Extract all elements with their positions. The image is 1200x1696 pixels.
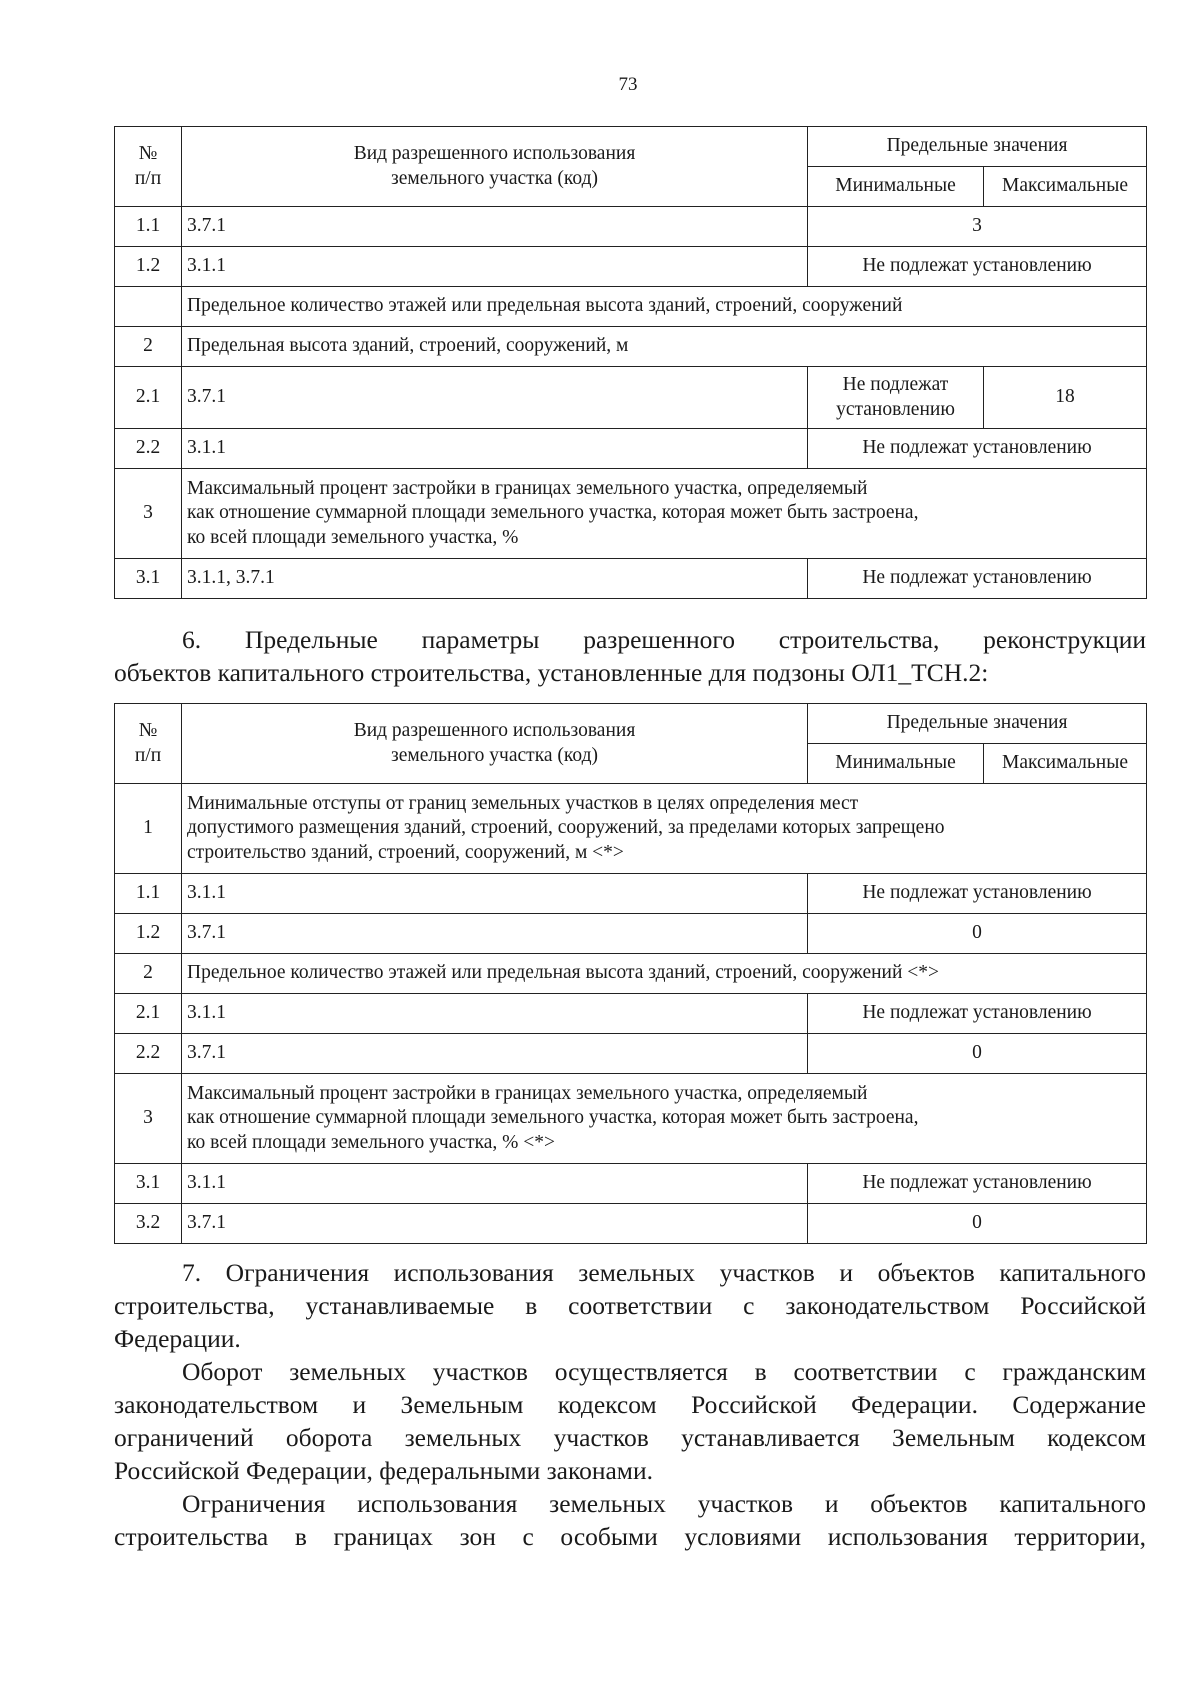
row-code: 3.1.1	[182, 247, 808, 287]
row-num: 3.2	[115, 1204, 182, 1244]
paragraph-line: ограничений оборота земельных участков устанавливается Земельным кодексом	[114, 1423, 1146, 1452]
row-value: Не подлежат установлению	[808, 247, 1147, 287]
row-num: 2.2	[115, 1034, 182, 1074]
page-number: 73	[618, 74, 638, 95]
paragraph-line: объектов капитального строительства, установленные для подзоны ОЛ1_ТСН.2:	[114, 658, 989, 687]
table-row	[115, 1204, 1147, 1244]
row-num: 1.1	[115, 874, 182, 914]
row-value: 0	[808, 1204, 1147, 1244]
paragraph-8	[114, 1355, 1146, 1487]
row-num: 3	[115, 1074, 182, 1164]
header-limits: Предельные значения	[808, 127, 1147, 167]
paragraph-line: 7. Ограничения использования земельных участков и объектов капитального	[182, 1258, 1146, 1287]
paragraph-line: строительства в границах зон с особыми условиями использования территории,	[114, 1522, 1146, 1551]
row-value: 0	[808, 914, 1147, 954]
paragraph-line: Ограничения использования земельных участков и объектов капитального	[182, 1489, 1146, 1518]
row-value: Не подлежат установлению	[808, 1164, 1147, 1204]
table-header-row	[115, 127, 1147, 167]
paragraph-line: Федерации.	[114, 1324, 241, 1353]
paragraph-7	[114, 1256, 1146, 1355]
row-num: 2.1	[115, 994, 182, 1034]
limits-table-2	[114, 703, 1147, 1244]
row-num: 1.2	[115, 247, 182, 287]
table-row	[115, 207, 1147, 247]
row-value: Не подлежат установлению	[808, 559, 1147, 599]
header-num: № п/п	[115, 127, 182, 207]
row-code: 3.1.1	[182, 994, 808, 1034]
header-type: Вид разрешенного использования земельного участка (код)	[182, 704, 808, 784]
row-section-text: Минимальные отступы от границ земельных участков в целях определения мест допустимого размещения зданий, строений, сооружений, за пределами которых запрещено строительство зданий, строений, сооружений, м <*>	[182, 784, 1147, 874]
row-min: Не подлежат установлению	[808, 367, 984, 429]
header-max: Максимальные	[984, 167, 1147, 207]
paragraph-line: Российской Федерации, федеральными законами.	[114, 1456, 653, 1485]
row-num: 3.1	[115, 559, 182, 599]
row-value: 3	[808, 207, 1147, 247]
row-section-text: Предельное количество этажей или предельная высота зданий, строений, сооружений <*>	[182, 954, 1147, 994]
row-code: 3.1.1, 3.7.1	[182, 559, 808, 599]
row-value: Не подлежат установлению	[808, 994, 1147, 1034]
row-max: 18	[984, 367, 1147, 429]
limits-table-1	[114, 126, 1147, 599]
row-code: 3.7.1	[182, 914, 808, 954]
paragraph-9	[114, 1487, 1146, 1553]
table-row	[115, 469, 1147, 559]
row-num: 1	[115, 784, 182, 874]
table-row	[115, 327, 1147, 367]
row-num: 3	[115, 469, 182, 559]
row-code: 3.1.1	[182, 874, 808, 914]
paragraph-line: строительства, устанавливаемые в соответствии с законодательством Российской	[114, 1291, 1146, 1320]
paragraph-6	[114, 623, 1146, 689]
header-min: Минимальные	[808, 167, 984, 207]
table-row	[115, 247, 1147, 287]
row-code: 3.7.1	[182, 367, 808, 429]
row-section-text: Максимальный процент застройки в границах земельного участка, определяемый как отношение суммарной площади земельного участка, которая может быть застроена, ко всей площади земельного участка, %	[182, 469, 1147, 559]
row-code: 3.1.1	[182, 1164, 808, 1204]
header-max: Максимальные	[984, 744, 1147, 784]
table-row	[115, 954, 1147, 994]
row-num: 3.1	[115, 1164, 182, 1204]
paragraph-line: законодательством и Земельным кодексом Российской Федерации. Содержание	[114, 1390, 1146, 1419]
row-value: 0	[808, 1034, 1147, 1074]
row-num	[115, 287, 182, 327]
row-num: 2	[115, 327, 182, 367]
row-num: 2.1	[115, 367, 182, 429]
table-row	[115, 1074, 1147, 1164]
header-type: Вид разрешенного использования земельного участка (код)	[182, 127, 808, 207]
row-code: 3.7.1	[182, 1204, 808, 1244]
row-value: Не подлежат установлению	[808, 429, 1147, 469]
table-row	[115, 287, 1147, 327]
row-num: 1.1	[115, 207, 182, 247]
paragraph-line: 6. Предельные параметры разрешенного строительства, реконструкции	[182, 625, 1146, 654]
table-row	[115, 874, 1147, 914]
row-section-text: Предельное количество этажей или предельная высота зданий, строений, сооружений	[182, 287, 1147, 327]
table-row	[115, 367, 1147, 429]
row-num: 2	[115, 954, 182, 994]
table-row	[115, 994, 1147, 1034]
table-row	[115, 1164, 1147, 1204]
row-code: 3.7.1	[182, 207, 808, 247]
table-row	[115, 784, 1147, 874]
header-min: Минимальные	[808, 744, 984, 784]
header-num: № п/п	[115, 704, 182, 784]
header-limits: Предельные значения	[808, 704, 1147, 744]
row-section-text: Максимальный процент застройки в границах земельного участка, определяемый как отношение суммарной площади земельного участка, которая может быть застроена, ко всей площади земельного участка, % <*>	[182, 1074, 1147, 1164]
row-section-text: Предельная высота зданий, строений, сооружений, м	[182, 327, 1147, 367]
table-row	[115, 429, 1147, 469]
table-row	[115, 1034, 1147, 1074]
row-code: 3.1.1	[182, 429, 808, 469]
table-row	[115, 559, 1147, 599]
row-value: Не подлежат установлению	[808, 874, 1147, 914]
row-num: 2.2	[115, 429, 182, 469]
table-row	[115, 914, 1147, 954]
row-code: 3.7.1	[182, 1034, 808, 1074]
table-header-row	[115, 704, 1147, 744]
paragraph-line: Оборот земельных участков осуществляется в соответствии с гражданским	[182, 1357, 1146, 1386]
row-num: 1.2	[115, 914, 182, 954]
